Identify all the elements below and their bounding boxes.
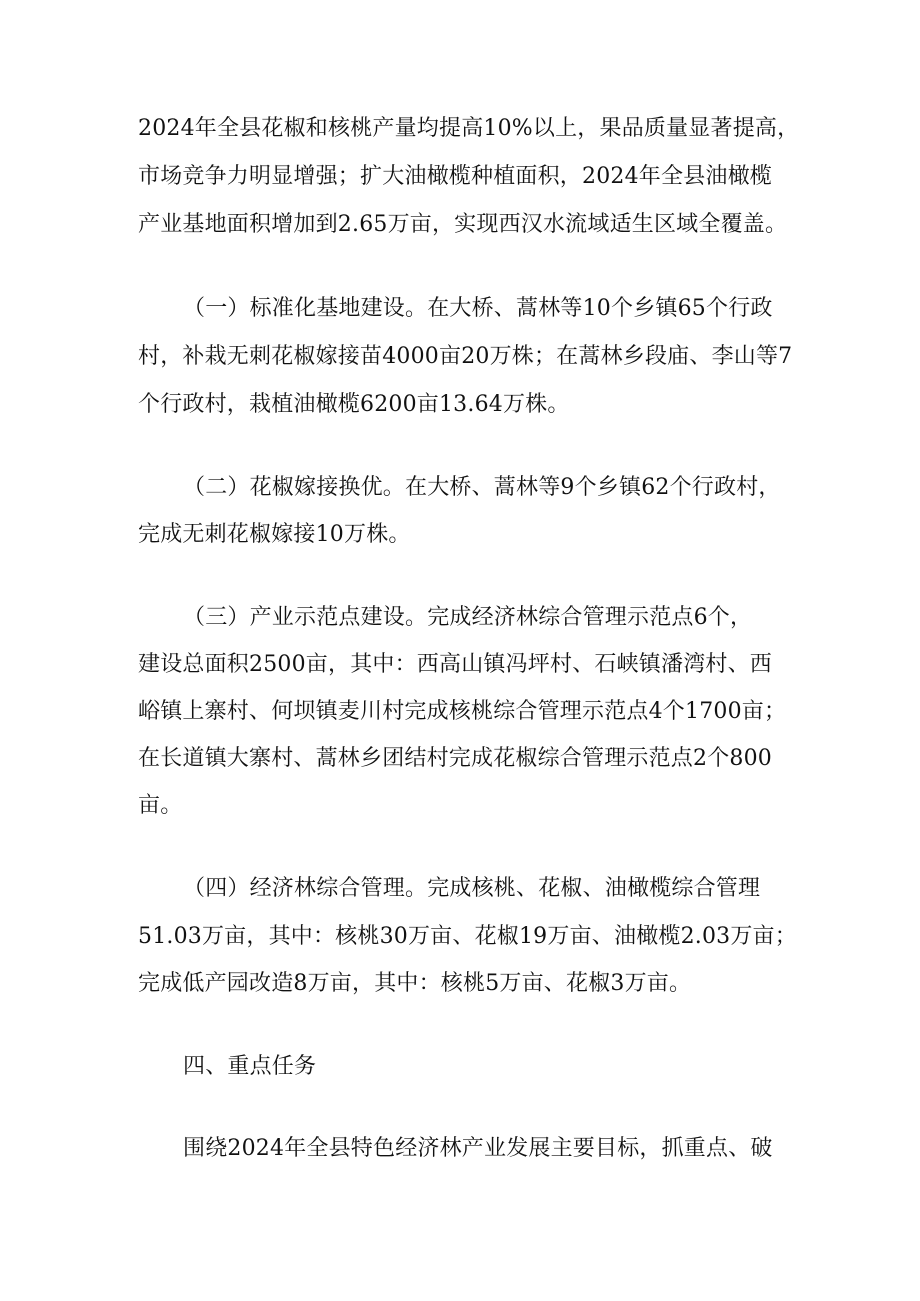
paragraph-line: 峪镇上寨村、何坝镇麦川村完成核桃综合管理示范点4个1700亩； [138, 699, 787, 724]
paragraph-line: 产业基地面积增加到2.65万亩，实现西汉水流域适生区域全覆盖。 [138, 212, 788, 237]
paragraph-line: （一）标准化基地建设。在大桥、蒿林等10个乡镇65个行政 [183, 296, 773, 321]
paragraph-line: 市场竞争力明显增强；扩大油橄榄种植面积，2024年全县油橄榄 [138, 164, 772, 189]
paragraph-line: 完成低产园改造8万亩，其中：核桃5万亩、花椒3万亩。 [138, 971, 692, 996]
paragraph-line: 2024年全县花椒和核桃产量均提高10%以上，果品质量显著提高， [138, 116, 800, 141]
paragraph-line: 建设总面积2500亩，其中：西高山镇冯坪村、石峡镇潘湾村、西 [138, 652, 772, 677]
paragraph-line: 亩。 [138, 793, 183, 818]
paragraph-line: 51.03万亩，其中：核桃30万亩、花椒19万亩、油橄榄2.03万亩； [138, 924, 797, 949]
paragraph-line: 村，补栽无刺花椒嫁接苗4000亩20万株；在蒿林乡段庙、李山等7 [138, 344, 793, 369]
paragraph-line: （三）产业示范点建设。完成经济林综合管理示范点6个， [183, 605, 753, 630]
paragraph-line: 个行政村，栽植油橄榄6200亩13.64万株。 [138, 392, 570, 417]
section-heading: 四、重点任务 [183, 1054, 317, 1079]
paragraph-line: （四）经济林综合管理。完成核桃、花椒、油橄榄综合管理 [183, 876, 761, 901]
paragraph-line: 围绕2024年全县特色经济林产业发展主要目标，抓重点、破 [183, 1136, 773, 1161]
paragraph-line: （二）花椒嫁接换优。在大桥、蒿林等9个乡镇62个行政村， [183, 475, 781, 500]
paragraph-line: 在长道镇大寨村、蒿林乡团结村完成花椒综合管理示范点2个800 [138, 746, 772, 771]
paragraph-line: 完成无刺花椒嫁接10万株。 [138, 522, 411, 547]
